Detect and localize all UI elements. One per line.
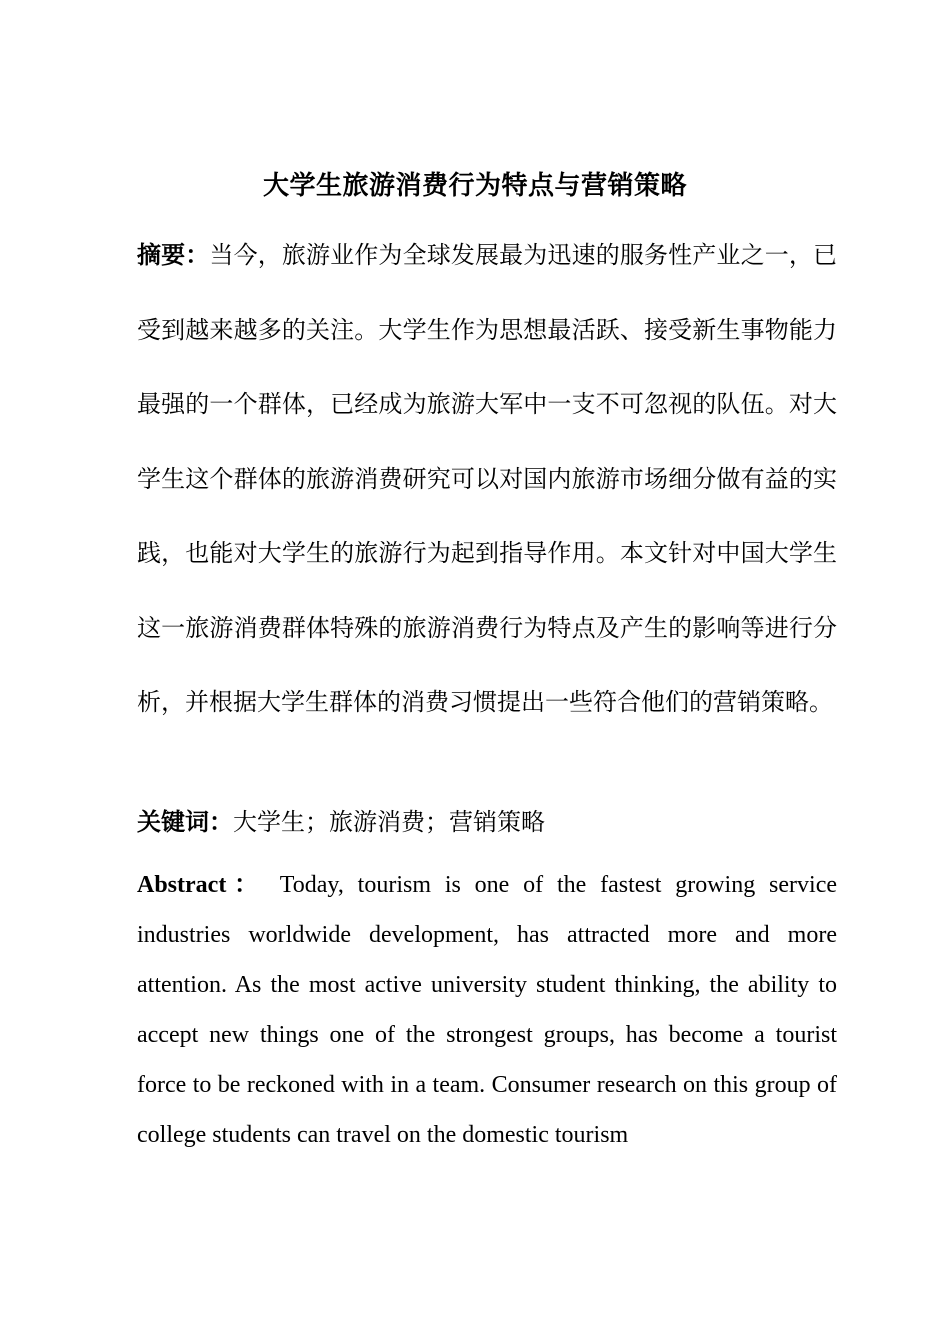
keywords-label: 关键词： [137,807,233,836]
english-abstract-text: Today, tourism is one of the fastest growing service industries worldwide development, has attracted more and more attention. As the most active university student thinking, the ability to accept new things one of the strongest groups, has become a tourist force to be reckoned with in a team. Consumer research on this group of college students can travel on the domestic tourism [137,872,837,1148]
paper-title: 大学生旅游消费行为特点与营销策略 [262,171,687,201]
english-abstract-label: Abstract： [137,872,266,898]
english-abstract [137,860,837,1160]
keywords [137,800,837,844]
chinese-abstract [137,218,837,740]
chinese-abstract-text: 当今，旅游业作为全球发展最为迅速的服务性产业之一，已受到越来越多的关注。大学生作为思想最活跃、接受新生事物能力最强的一个群体，已经成为旅游大军中一支不可忽视的队伍。对大学生这个群体的旅游消费研究可以对国内旅游市场细分做有益的实践，也能对大学生的旅游行为起到指导作用。本文针对中国大学生这一旅游消费群体特殊的旅游消费行为特点及产生的影响等进行分析，并根据大学生群体的消费习惯提出一些符合他们的营销策略。 [137,241,838,716]
keywords-text: 大学生；旅游消费；营销策略 [233,808,545,836]
chinese-abstract-label: 摘要： [137,240,210,269]
